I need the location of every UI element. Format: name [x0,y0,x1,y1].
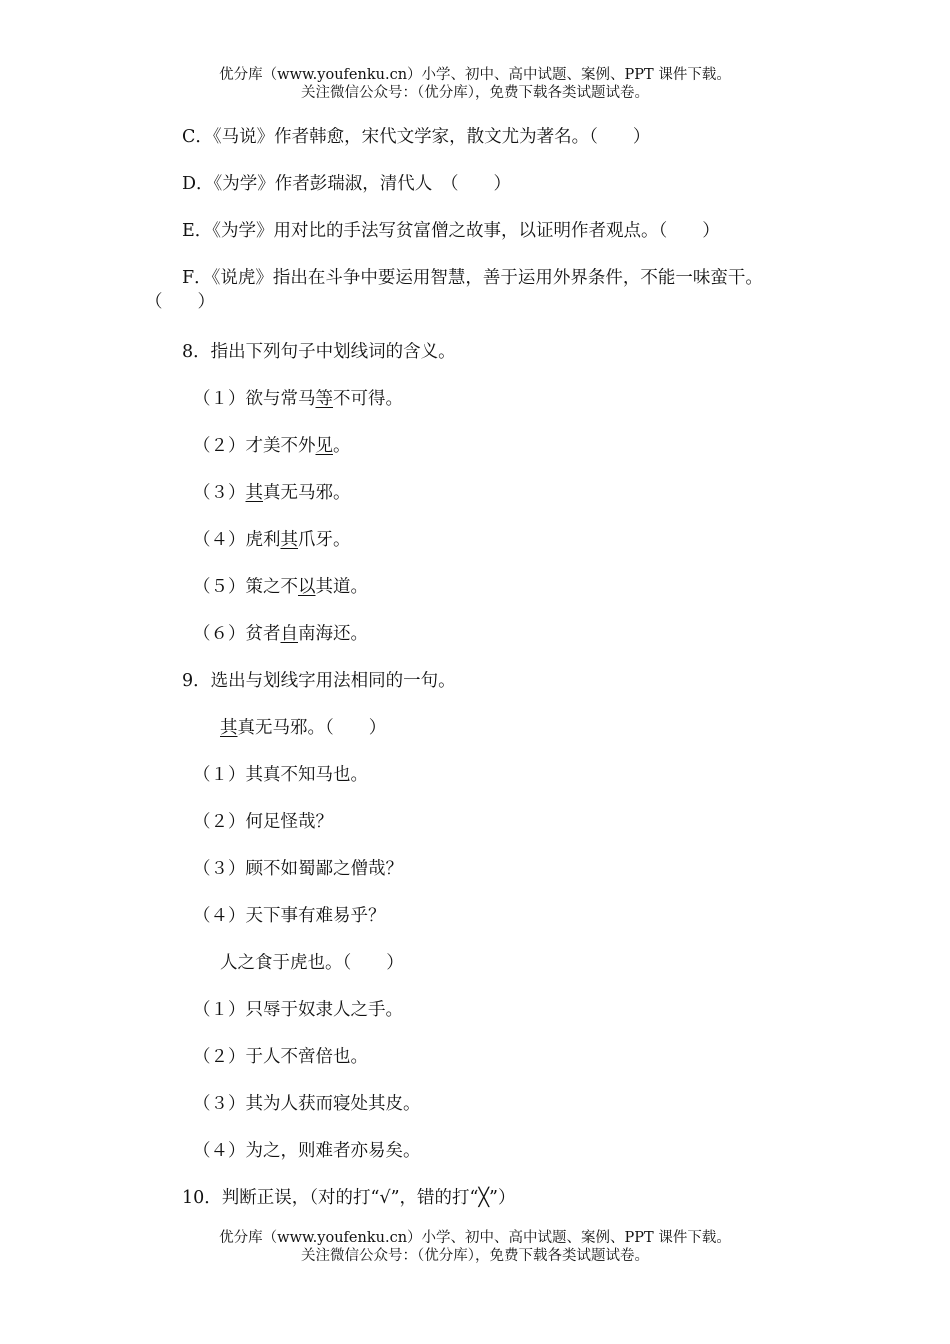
item-text: 爪牙。 [298,530,351,550]
q9-group1-option-1: （１）其真不知马也。 [193,765,368,785]
q9-group1-option-3: （３）顾不如蜀鄙之僧哉？ [193,859,403,879]
q7-option-f: F．《说虎》指出在斗争中要运用智慧，善于运用外界条件，不能一味蛮干。（ ） [145,268,763,312]
item-number: （２） [193,436,246,456]
q9-group2-option-2: （２）于人不啻倍也。 [193,1047,368,1067]
q8-item-5 [193,575,368,599]
q8-item-1 [193,387,403,411]
item-text: 其道。 [315,577,368,597]
item-number: （３） [193,483,246,503]
q10-title: 10．判断正误，（对的打“√”，错的打“╳”） [182,1188,516,1208]
q9-group2-option-1: （１）只辱于奴隶人之手。 [193,1000,403,1020]
underlined-word: 以 [298,577,316,597]
q9-group2-stem: 人之食于虎也。（ ） [220,953,404,973]
q9-group1-option-4: （４）天下事有难易乎？ [193,906,386,926]
stem-text: 真无马邪。（ ） [237,718,387,738]
q9-group1-option-2: （２）何足怪哉？ [193,812,333,832]
item-text: 策之不 [245,577,298,597]
underlined-word: 其 [280,530,298,550]
q7-option-d: D．《为学》作者彭瑞淑，清代人 （ ） [182,174,512,194]
q9-group2-option-3: （３）其为人获而寝处其皮。 [193,1094,421,1114]
underlined-word: 自 [280,624,298,644]
footer-line-1: 优分库（www.youfenku.cn）小学、初中、高中试题、案例、PPT 课件下载。 [219,1230,731,1246]
q7-option-c: C．《马说》作者韩愈，宋代文学家，散文尤为著名。（ ） [182,127,651,147]
item-text: 。 [333,436,351,456]
q8-item-3 [193,481,351,505]
item-text: 南海还。 [298,624,368,644]
item-number: （６） [193,624,246,644]
item-number: （１） [193,389,246,409]
underlined-word: 其 [220,718,238,738]
q8-item-6 [193,622,368,646]
item-number: （４） [193,530,246,550]
item-text: 才美不外 [245,436,316,456]
item-text: 不可得。 [333,389,403,409]
item-text: 虎利 [245,530,281,550]
underlined-word: 其 [245,483,263,503]
q8-title: 8．指出下列句子中划线词的含义。 [182,342,456,362]
underlined-word: 见 [315,436,333,456]
page-header [0,66,950,102]
item-text: 欲与常马 [245,389,316,409]
q8-item-2 [193,434,351,458]
q8-item-4 [193,528,351,552]
footer-line-2: 关注微信公众号：（优分库），免费下载各类试题试卷。 [301,1248,649,1264]
item-number: （５） [193,577,246,597]
item-text: 贫者 [245,624,281,644]
header-line-1: 优分库（www.youfenku.cn）小学、初中、高中试题、案例、PPT 课件下载。 [219,67,731,83]
q9-title: 9．选出与划线字用法相同的一句。 [182,671,456,691]
q7-option-e: E．《为学》用对比的手法写贫富僧之故事，以证明作者观点。（ ） [182,221,720,241]
q9-group2-option-4: （４）为之，则难者亦易矣。 [193,1141,421,1161]
item-text: 真无马邪。 [263,483,351,503]
header-line-2: 关注微信公众号：（优分库），免费下载各类试题试卷。 [301,85,649,101]
q9-group1-stem [220,716,386,740]
page-footer [0,1229,950,1265]
underlined-word: 等 [315,389,333,409]
